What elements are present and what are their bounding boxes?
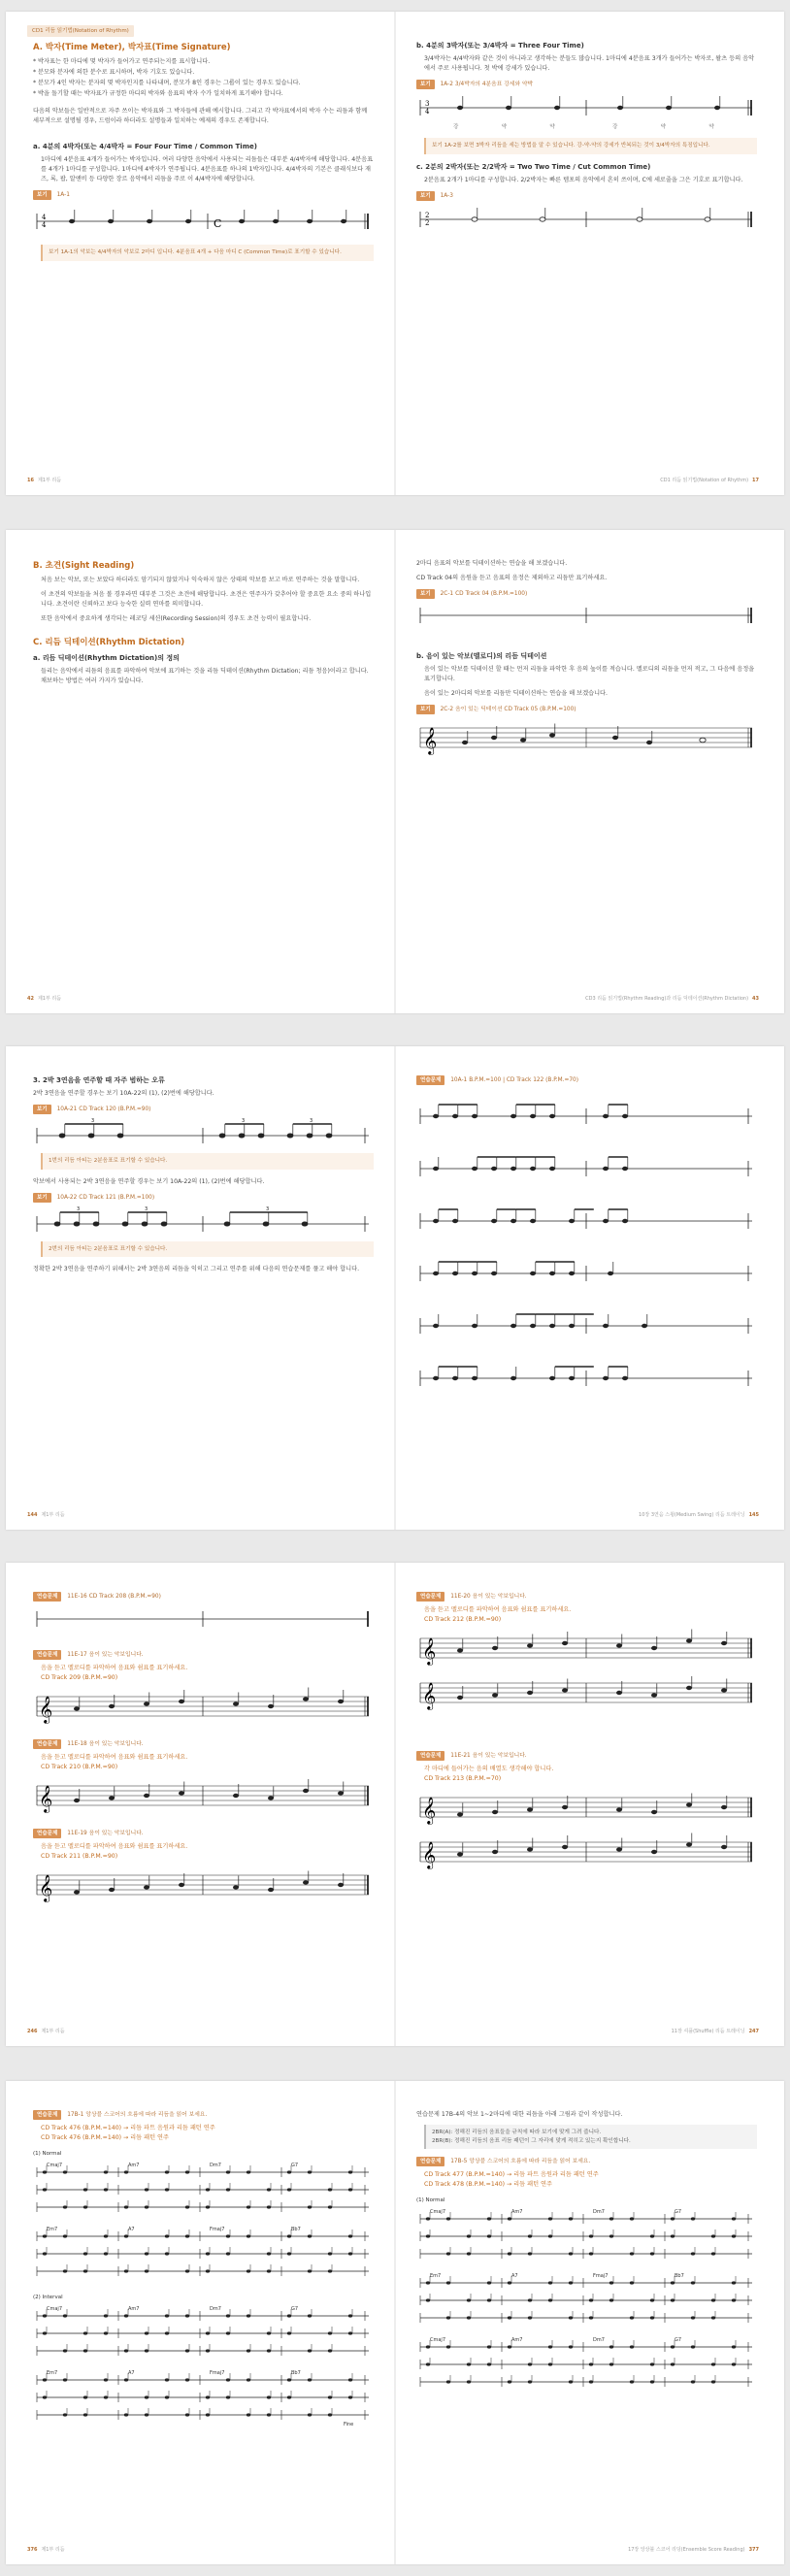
example-header: [416, 80, 757, 89]
example-number: 10A-22: [56, 1194, 78, 1201]
bullet-2: * 분모와 분자에 의한 분수로 표시하며, 박자 기호도 있습니다.: [33, 69, 195, 76]
page-17: [395, 12, 784, 495]
example-header: [416, 1751, 757, 1761]
paragraph: 2마디 음표의 악보를 딕테이션하는 연습을 해 보겠습니다.: [416, 560, 568, 567]
page-43: [395, 530, 784, 1013]
ensemble-staff-svg: [33, 2366, 373, 2427]
spread-1: [6, 12, 784, 495]
chord-symbol: Am7: [128, 2306, 140, 2312]
chord-symbol: Fmaj7: [593, 2273, 609, 2279]
svg-text:4: 4: [42, 221, 47, 229]
part-label: (1) Normal: [33, 2151, 62, 2157]
example-label: 연습문제: [33, 1739, 61, 1749]
exercise-block: [33, 1592, 374, 1633]
svg-text:𝄞: 𝄞: [422, 1841, 437, 1868]
example-number: 11E-21: [450, 1753, 471, 1759]
syllable: 약: [501, 124, 508, 130]
chord-symbol: Fmaj7: [210, 2370, 225, 2376]
footer: [660, 476, 763, 485]
cd-track: CD Track 213 (B.P.M.=70): [424, 1775, 502, 1782]
chord-symbol: G7: [675, 2337, 682, 2343]
part-label: (2) Interval: [33, 2295, 63, 2300]
chord-symbol: A7: [128, 2370, 135, 2376]
paragraph: 2분음표 2개가 1마디를 구성합니다. 2/2박자는 빠른 템포의 음악에서 흔히 쓰이며, C에 세로줄을 그은 기호로 표기합니다.: [424, 176, 743, 183]
footer-text: 제1부 리듬: [37, 478, 62, 483]
example-number: 1A-2: [440, 82, 453, 87]
example-title: 음이 있는 딕테이션 CD Track 05 (B.P.M.=100): [455, 707, 576, 712]
chord-symbol: Dm7: [593, 2337, 605, 2343]
music-staff: [416, 205, 757, 234]
example-header: [33, 1592, 374, 1602]
svg-text:3: 3: [266, 1205, 270, 1212]
cd-track: CD Track 210 (B.P.M.=90): [41, 1764, 118, 1770]
five-line-staff: [416, 1833, 757, 1871]
footer-text: CD3 리듬 읽기법(Rhythm Reading)과 리듬 딕테이션(Rhythm Dictation): [585, 996, 749, 1002]
footer: [672, 2027, 763, 2036]
svg-text:2: 2: [425, 218, 430, 227]
subsection-c-title: c. 2분의 2박자(또는 2/2박자 = Two Two Time / Cut Common Time): [416, 162, 651, 171]
chord-symbol: A7: [128, 2227, 135, 2232]
footer-text: CD1 리듬 읽기법(Notation of Rhythm): [660, 478, 749, 483]
exercise-staff: [416, 1299, 756, 1347]
example-note: 보기 1A-1의 악보는 4/4박자의 악보로 2마디 입니다. 4분음표 4개 + 다음 마디 C (Common Time)로 표기할 수 있습니다.: [41, 245, 374, 261]
paragraph: 악보에서 사용되는 2박 3연음을 연주할 경우는 보기 10A-22의 (1), (2)번에 해당합니다.: [33, 1177, 265, 1185]
spread-5: [6, 2081, 784, 2564]
ensemble-staff-svg: [33, 2302, 373, 2362]
spread-4: [6, 1563, 784, 2046]
rhythm-staff-svg: [33, 204, 373, 239]
footer-text: 제1부 리듬: [41, 1512, 65, 1518]
syllable: 약: [660, 124, 666, 130]
paragraph: 연습문제 17B-4의 악보 1~2마디에 대한 리듬을 아래 그림과 같이 작성합니다.: [416, 2111, 623, 2118]
syllable: 약: [549, 124, 555, 130]
syllable: 강: [453, 124, 459, 130]
example-number: 11E-20: [450, 1594, 471, 1600]
svg-text:𝄞: 𝄞: [423, 727, 438, 754]
melody-staff-svg: [416, 1673, 756, 1712]
empty-staff: [33, 1605, 374, 1633]
example-number: 1A-3: [440, 192, 453, 199]
paragraph: 정확한 2박 3연음을 연주하기 위해서는 2박 3연음의 리듬을 익히고 그리고 연주를 위해 다음의 연습문제를 풀고 해야 합니다.: [33, 1266, 360, 1272]
empty-staff: [416, 603, 757, 628]
info-line: 2BR(B): 정해진 리듬의 음표 리듬 패턴이 그 자리에 맞게 적히고 있는지 확인합니다.: [432, 2137, 631, 2144]
page-144: [6, 1046, 395, 1530]
example-header: [33, 1105, 374, 1114]
subsection-a-title: a. 리듬 딕테이션(Rhythm Dictation)의 정의: [33, 654, 180, 662]
melody-staff-svg: [416, 1629, 756, 1668]
chord-symbol: G7: [675, 2209, 682, 2215]
example-number: 11E-17: [67, 1652, 87, 1658]
example-note: 1번의 리듬 아티는 2분음표로 표기할 수 있습니다.: [41, 1153, 374, 1170]
chord-symbol: Em7: [47, 2227, 58, 2232]
example-header: [33, 2110, 374, 2120]
example-label: 연습문제: [33, 2110, 61, 2120]
footer: [27, 476, 61, 485]
rhythm-staff-svg: [416, 205, 756, 234]
ensemble-score: [416, 2269, 757, 2333]
chord-symbol: Cmaj7: [47, 2306, 62, 2312]
section-b-title: B. 초견(Sight Reading): [33, 561, 135, 571]
svg-text:C: C: [214, 217, 222, 230]
example-header: [416, 1075, 757, 1085]
example-title: 앙상블 스코어의 흐름에 따라 리듬을 읽어 보세요.: [85, 2112, 208, 2118]
page-number: 43: [752, 996, 759, 1002]
chord-symbol: Em7: [430, 2273, 442, 2279]
footer: [27, 1510, 65, 1520]
chord-symbol: G7: [291, 2163, 299, 2168]
example-number: 10A-21: [56, 1106, 78, 1112]
syllable: 약: [708, 124, 714, 130]
cd-track: CD Track 209 (B.P.M.=90): [41, 1674, 118, 1681]
exercise-instruction: 음을 듣고 멜로디를 파악하여 음표와 쉼표를 표기하세요.: [424, 1606, 572, 1613]
info-line: 2BR(A): 정해진 리듬의 음표들을 규칙에 따라 보기에 맞게 그려 줍니다.: [432, 2130, 602, 2135]
page-number: 247: [748, 2029, 759, 2034]
exercise-staff: [416, 1089, 756, 1138]
five-line-staff: [33, 1866, 374, 1904]
five-line-staff: [33, 1776, 374, 1815]
page-16: [6, 12, 395, 495]
music-staff: [33, 204, 374, 239]
example-number: 17B-1: [67, 2112, 84, 2118]
cd-track: CD Track 211 (B.P.M.=90): [41, 1853, 118, 1860]
example-title: 음이 있는 악보입니다.: [472, 1753, 527, 1759]
page-number: 144: [27, 1512, 38, 1518]
triplet-staff-svg: [33, 1118, 373, 1147]
chord-symbol: A7: [511, 2273, 518, 2279]
example-label: 연습문제: [33, 1592, 61, 1602]
chord-symbol: Dm7: [593, 2209, 605, 2215]
example-title: CD Track 04 (B.P.M.=100): [455, 591, 528, 597]
example-label: 보기: [33, 190, 51, 200]
footer: [27, 994, 61, 1004]
page-376: [6, 2081, 395, 2564]
chord-symbol: Dm7: [210, 2163, 221, 2168]
example-number: 10A-1: [450, 1077, 468, 1083]
example-header: [33, 1739, 374, 1749]
music-staff: [33, 1118, 374, 1147]
svg-text:𝄞: 𝄞: [422, 1637, 437, 1665]
example-label: 보기: [416, 191, 435, 201]
example-number: 11E-18: [67, 1741, 87, 1747]
paragraph: 또한 음악에서 중요하게 생각되는 레코딩 세션(Recording Session)의 경우도 초견 능력이 필요합니다.: [41, 615, 312, 622]
page-number: 377: [748, 2547, 759, 2553]
exercise-instruction: 음을 듣고 멜로디를 파악하여 음표와 쉼표를 표기하세요.: [41, 1665, 188, 1671]
triplet-staff-svg: [33, 1206, 373, 1236]
exercise-staff: [416, 1351, 756, 1400]
example-number: 1A-1: [56, 192, 70, 198]
page-number: 42: [27, 996, 34, 1002]
bullet-4: * 박을 돌기할 때는 박자표가 규정한 마디의 박자와 음표의 박자 수가 일치하게 표기해야 합니다.: [33, 90, 283, 97]
ensemble-staff-svg: [416, 2333, 756, 2394]
chord-symbol: Cmaj7: [430, 2337, 445, 2343]
chord-symbol: Am7: [511, 2209, 523, 2215]
section-a-title: A. 박자(Time Meter), 박자표(Time Signature): [33, 43, 231, 52]
exercise-block: [33, 1829, 374, 1904]
example-header: [416, 191, 757, 201]
chord-symbol: Bb7: [291, 2370, 301, 2376]
example-note: 보기 1A-2를 보면 3박자 리듬을 세는 방법을 알 수 있습니다. 강-약-약의 강세가 반복되는 것이 3/4박자의 특징입니다.: [424, 138, 757, 154]
exercise-instruction: 각 마디에 들어가는 음의 배열도 생각해야 합니다.: [424, 1766, 554, 1772]
example-label: 보기: [33, 1193, 51, 1203]
page-247: [395, 1563, 784, 2046]
paragraph: 들리는 음악에서 리듬의 음표를 파악하여 악보에 표기하는 것을 리듬 딕테이션(Rhythm Dictation; 리듬 청음)이라고 합니다. 채보하는 방법은 여러 가지가 있습니다.: [41, 668, 369, 684]
part-label: (1) Normal: [416, 2197, 445, 2203]
ensemble-score: [416, 2333, 757, 2397]
paragraph: 다음의 악보들은 일반적으로 자주 쓰이는 박자표와 그 박자들에 관해 예시합니다. 그리고 각 박자표에서의 박자 수는 리듬과 함께 세부적으로 설명될 경우, 드럼이라 하더라도 설명들과 일치하는 예제의 경우도 존재합니다.: [33, 108, 368, 124]
cd-track: CD Track 478 (B.P.M.=140) → 리듬 패턴 연주: [424, 2181, 552, 2188]
rhythm-staff-svg: [416, 93, 756, 122]
section-c-title: C. 리듬 딕테이션(Rhythm Dictation): [33, 638, 185, 647]
example-number: 11E-19: [67, 1831, 87, 1836]
chord-symbol: G7: [291, 2306, 299, 2312]
chord-symbol: Bb7: [291, 2227, 301, 2232]
example-title: CD Track 121 (B.P.M.=100): [79, 1194, 155, 1201]
chord-symbol: Cmaj7: [430, 2209, 445, 2215]
five-line-staff: [416, 1788, 757, 1827]
example-label: 보기: [33, 1105, 51, 1114]
page-number: 17: [752, 478, 759, 483]
exercise-staves: [416, 1089, 757, 1404]
cd-track: CD Track 476 (B.P.M.=140) → 리듬 파트 음원과 리듬 패턴 연주: [41, 2125, 215, 2131]
paragraph: 1마디에 4분음표 4개가 들어가는 박자입니다. 여러 다양한 음악에서 사용되는 리듬들은 대부분 4/4박자에 해당합니다. 4분음표를 4개가 1마디를 구성합니다. 1마디에 4박자가 연주됩니다. 4분음표를 하나의 1박자입니다. 4/4박자의 기본은 클래식보다 재즈, 록, 팝, 알앤비 등 다양한 장르 음악에서 리듬을 주로 이 4/4박자에 해당합니다.: [41, 156, 374, 182]
example-number: 11E-16: [67, 1594, 87, 1600]
subsection-a-title: a. 4분의 4박자(또는 4/4박자 = Four Four Time / Common Time): [33, 143, 257, 150]
exercise-block: [416, 1592, 757, 1712]
example-number: 2C-2: [440, 707, 454, 712]
page-number: 16: [27, 478, 34, 483]
syllable: 강: [611, 124, 618, 130]
svg-text:𝄞: 𝄞: [422, 1682, 437, 1709]
five-line-staff: [416, 1673, 757, 1712]
page-number: 145: [748, 1512, 759, 1518]
footer: [27, 2027, 65, 2036]
exercise-staff: [416, 1141, 756, 1190]
svg-text:4: 4: [425, 108, 430, 116]
exercise-instruction: 음을 듣고 멜로디를 파악하여 음표와 쉼표를 표기하세요.: [41, 1843, 188, 1850]
chord-symbol: Cmaj7: [47, 2163, 62, 2168]
ensemble-score: [33, 2366, 374, 2430]
page-377: [395, 2081, 784, 2564]
footer-text: 제1부 리듬: [41, 2547, 65, 2553]
example-number: 17B-5: [450, 2159, 468, 2164]
melody-staff-svg: [416, 718, 756, 757]
five-line-staff: [416, 1629, 757, 1668]
cd-track: CD Track 477 (B.P.M.=140) → 리듬 파트 음원과 리듬 패턴 연주: [424, 2171, 599, 2178]
example-header: [416, 1592, 757, 1602]
spread-3: [6, 1046, 784, 1530]
example-title: 음이 있는 악보입니다.: [472, 1594, 527, 1600]
ensemble-score: [33, 2159, 374, 2223]
example-header: [33, 1829, 374, 1838]
example-label: 보기: [416, 589, 435, 599]
example-label: 연습문제: [416, 2157, 444, 2166]
example-note: 2번의 리듬 아티는 2분음표로 표기할 수 있습니다.: [41, 1241, 374, 1258]
example-header: [416, 2157, 757, 2166]
example-header: [416, 589, 757, 599]
svg-text:4: 4: [42, 214, 47, 221]
svg-text:𝄞: 𝄞: [422, 1797, 437, 1824]
page-number: 376: [27, 2547, 38, 2553]
paragraph: 이 초견의 악보들을 처음 볼 경우라면 대부분 그것은 초견에 해당합니다. 초견은 연주자가 갖추어야 할 중요한 요소 중의 하나입니다. 초견이란 신뢰하고 보다 능숙한 실력 연마를 의미합니다.: [41, 591, 372, 608]
example-title: 앙상블 스코어의 흐름에 따라 리듬을 읽어 보세요.: [469, 2159, 591, 2164]
exercise-staff: [416, 1194, 756, 1242]
example-number: 2C-1: [440, 591, 454, 597]
subsection-b-title: b. 4분의 3박자(또는 3/4박자 = Three Four Time): [416, 42, 584, 50]
example-title: 3/4박자의 4분음표 강세와 약박: [454, 82, 534, 87]
example-header: [33, 190, 374, 200]
exercise-block: [416, 1751, 757, 1871]
melody-staff-svg: [33, 1776, 373, 1815]
example-header: [33, 1193, 374, 1203]
page-145: [395, 1046, 784, 1530]
example-label: 연습문제: [416, 1075, 444, 1085]
subsection-b-title: b. 음이 있는 악보(멜로디)의 리듬 딕테이션: [416, 652, 547, 660]
paragraph: 음이 있는 악보를 딕테이션 할 때는 먼저 리듬을 파악한 후 음의 높이를 적습니다. 멜로디의 리듬을 먼저 적고, 그 다음에 음정을 표기합니다.: [424, 666, 755, 682]
melody-staff-svg: [33, 1687, 373, 1726]
footer-text: 17장 앙상블 스코어 리딩(Ensemble Score Reading): [628, 2547, 745, 2553]
page-number: 246: [27, 2029, 38, 2034]
paragraph: 처음 보는 악보, 또는 보았다 하더라도 암기되지 않았거나 익숙하지 않은 상태의 악보를 보고 바로 연주하는 것을 말합니다.: [41, 577, 360, 583]
example-label: 보기: [416, 705, 435, 714]
example-title: B.P.M.=100 | CD Track 122 (B.P.M.=70): [469, 1077, 578, 1083]
ensemble-score: [33, 2223, 374, 2287]
example-label: 연습문제: [416, 1751, 444, 1761]
footer: [639, 1510, 763, 1520]
ensemble-staff-svg: [416, 2205, 756, 2265]
melody-staff-svg: [416, 1788, 756, 1827]
chord-symbol: Em7: [47, 2370, 58, 2376]
footer: [27, 2545, 65, 2555]
example-title: 음이 있는 악보입니다.: [88, 1652, 144, 1658]
melody-staff-svg: [33, 1866, 373, 1904]
spread-2: [6, 530, 784, 1013]
paragraph: 음이 있는 2마디의 악보를 리듬만 딕테이션하는 연습을 해 보겠습니다.: [424, 690, 608, 697]
music-staff: [416, 93, 757, 132]
chord-symbol: Dm7: [210, 2306, 221, 2312]
example-title: 음이 있는 악보입니다.: [88, 1831, 144, 1836]
svg-text:𝄞: 𝄞: [39, 1874, 53, 1901]
ensemble-score: [33, 2302, 374, 2366]
example-title: CD Track 120 (B.P.M.=90): [79, 1106, 151, 1112]
example-header: [33, 1650, 374, 1660]
footer-text: 11장 셔플(Shuffle) 리듬 트레이닝: [671, 2029, 745, 2034]
ensemble-score: [416, 2205, 757, 2269]
chapter-tag: CD1 리듬 읽기법(Notation of Rhythm): [27, 25, 134, 37]
page-246: [6, 1563, 395, 2046]
example-label: 연습문제: [33, 1650, 61, 1660]
cd-track: CD Track 476 (B.P.M.=140) → 리듬 패턴 연주: [41, 2134, 169, 2141]
svg-text:3: 3: [310, 1118, 313, 1124]
example-title: 음이 있는 악보입니다.: [88, 1741, 144, 1747]
example-label: 연습문제: [416, 1592, 444, 1602]
five-line-staff: [33, 1687, 374, 1726]
svg-text:𝄞: 𝄞: [39, 1785, 53, 1812]
page-42: [6, 530, 395, 1013]
footer-text: 제1부 리듬: [37, 996, 62, 1002]
exercise-block: [33, 1739, 374, 1815]
five-line-staff: [416, 718, 757, 757]
ensemble-staff-svg: [33, 2223, 373, 2283]
paragraph: 3/4박자는 4/4박자와 같은 것이 아니라고 생각하는 분들도 많습니다. 1마디에 4분음표 3개가 들어가는 박자로, 왈츠 등의 음악에서 주로 사용됩니다. 첫 박에 강세가 있습니다.: [424, 55, 755, 72]
chord-symbol: Am7: [128, 2163, 140, 2168]
svg-text:2: 2: [425, 211, 430, 219]
svg-text:3: 3: [145, 1205, 148, 1212]
exercise-staff: [416, 1246, 756, 1295]
footer: [628, 2545, 763, 2555]
ensemble-staff-svg: [416, 2269, 756, 2329]
footer-text: 제1부 리듬: [41, 2029, 65, 2034]
subsection-title: 3. 2박 3연음을 연주할 때 자주 범하는 오류: [33, 1076, 165, 1084]
chord-symbol: Am7: [511, 2337, 523, 2343]
bullet-3: * 분모가 4인 박자는 분자의 몇 박자인지를 나타내며, 분모가 8인 경우는 그룹이 있는 경우도 있습니다.: [33, 80, 301, 86]
info-box: [424, 2125, 757, 2149]
exercise-instruction: 음을 듣고 멜로디를 파악하여 음표와 쉼표를 표기하세요.: [41, 1754, 188, 1761]
footer: [585, 994, 763, 1004]
chord-symbol: Bb7: [675, 2273, 684, 2279]
footer-text: 10장 3연음 스윙(Medium Swing) 리듬 트레이닝: [639, 1512, 745, 1518]
example-header: [416, 705, 757, 714]
ensemble-staff-svg: [33, 2159, 373, 2219]
svg-text:3: 3: [91, 1118, 95, 1124]
rhythm-staff-svg: [33, 1605, 373, 1633]
cd-track: CD Track 212 (B.P.M.=90): [424, 1616, 502, 1623]
exercise-block: [33, 1650, 374, 1726]
syllable-row: [416, 122, 757, 132]
fine-marker: Fine: [344, 2422, 354, 2427]
paragraph: CD Track 04의 음원을 듣고 음표의 음정은 제외하고 리듬만 표기하세요.: [416, 575, 608, 581]
paragraph: 2박 3연음을 연주할 경우는 보기 10A-22의 (1), (2)번에 해당합니다.: [33, 1090, 214, 1097]
melody-staff-svg: [416, 1833, 756, 1871]
music-staff: [33, 1206, 374, 1236]
example-label: 보기: [416, 80, 435, 89]
bullet-1: * 박자표는 한 마디에 몇 박자가 들어가고 연주되는지를 표시합니다.: [33, 58, 211, 65]
svg-text:3: 3: [242, 1118, 246, 1124]
rhythm-staff-svg: [416, 603, 756, 628]
chord-symbol: Fmaj7: [210, 2227, 225, 2232]
svg-text:3: 3: [77, 1205, 81, 1212]
example-title: CD Track 208 (B.P.M.=90): [88, 1594, 161, 1600]
svg-text:𝄞: 𝄞: [39, 1696, 53, 1723]
svg-text:3: 3: [425, 100, 430, 108]
example-label: 연습문제: [33, 1829, 61, 1838]
